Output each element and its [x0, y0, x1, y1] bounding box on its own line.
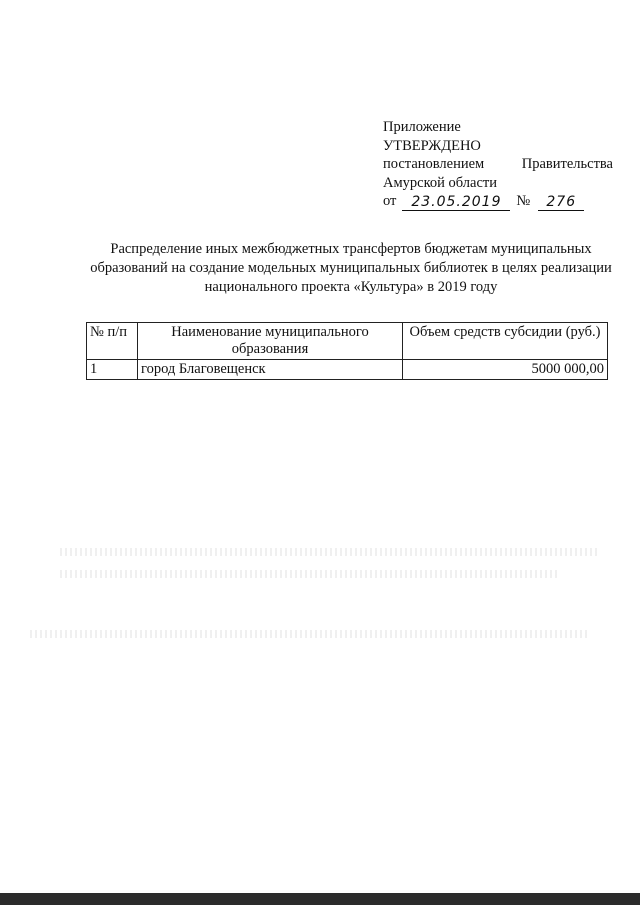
- row-amount: 5000 000,00: [403, 360, 608, 380]
- date-prefix: от: [383, 193, 397, 209]
- date-number-line: [383, 192, 613, 211]
- table-header-row: [87, 323, 608, 360]
- approval-stamp-block: [383, 118, 613, 211]
- resolution-line: [383, 155, 613, 174]
- region-name: Амурской области: [383, 174, 497, 191]
- table-row: [87, 360, 608, 380]
- row-municipality: город Благовещенск: [138, 360, 403, 380]
- number-sign: №: [516, 193, 531, 209]
- approved-label: УТВЕРЖДЕНО: [383, 137, 481, 154]
- row-number: 1: [87, 360, 138, 380]
- scan-noise-band: [30, 630, 590, 638]
- handwritten-number: 276: [538, 195, 584, 211]
- appendix-label: Приложение: [383, 119, 461, 135]
- scan-bottom-edge: [0, 893, 640, 905]
- header-amount: Объем средств субсидии (руб.): [403, 323, 608, 360]
- scan-noise-band: [60, 570, 560, 578]
- header-municipality: Наименование муниципального образования: [138, 323, 403, 360]
- header-number: № п/п: [87, 323, 138, 360]
- resolution-word: постановлением: [383, 156, 485, 172]
- subsidy-table: [86, 322, 608, 380]
- scan-noise-band: [60, 548, 600, 556]
- government-word: Правительства: [521, 156, 613, 172]
- handwritten-date: 23.05.2019: [402, 195, 510, 211]
- document-title: Распределение иных межбюджетных трансфертов бюджетам муниципальных образований на создание модельных муниципальных библиотек в целях реализации национального проекта «Культура» в 2019 году: [90, 241, 612, 295]
